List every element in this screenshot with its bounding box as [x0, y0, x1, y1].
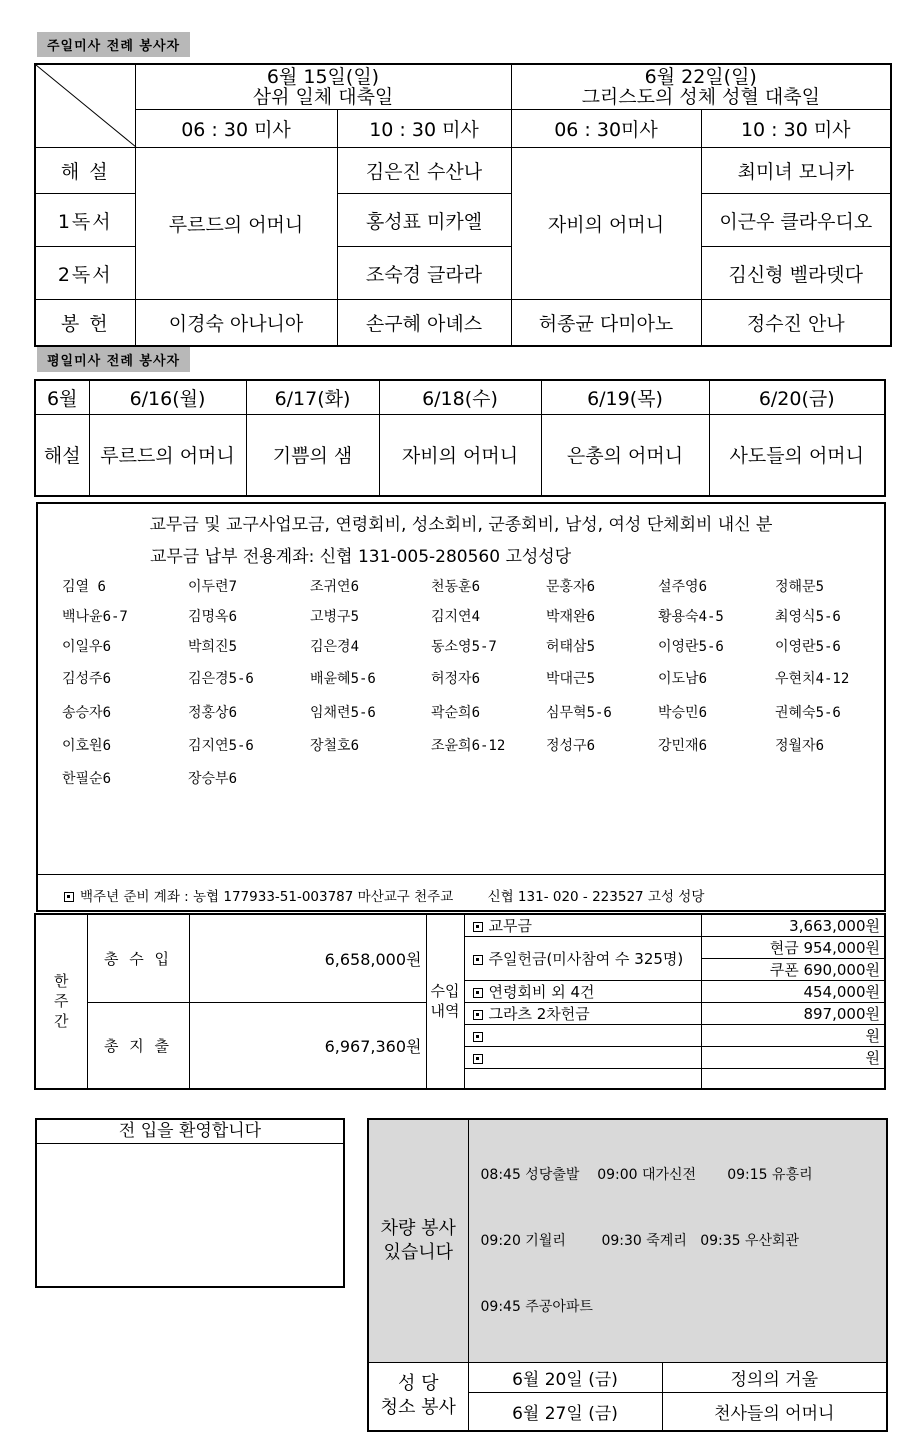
weekday-group: 루르드의 어머니: [89, 414, 246, 496]
offering-name: 이경숙 아나니아: [135, 300, 337, 346]
detail-label: 수입 내역: [426, 914, 464, 1089]
square-bullet-icon: [473, 1032, 483, 1042]
income-amount: 897,000원: [701, 1003, 885, 1025]
role-label: 2독서: [35, 247, 135, 300]
donor-name: 김지연5-6: [188, 738, 254, 754]
donations-account: 교무금 납부 전용계좌: 신협 131-005-280560 고성성당: [150, 547, 572, 567]
period-label: 한 주 간: [35, 914, 87, 1089]
expense-label: 총 지 출: [87, 1003, 189, 1089]
reader-name: 김신형 벨라뎃다: [701, 247, 891, 300]
income-amount: 454,000원: [701, 981, 885, 1003]
weekday-date: 6/18(수): [379, 380, 541, 414]
sunday-date-2: 6월 22일(일): [644, 66, 757, 89]
donor-name: 동소영5-7: [431, 639, 497, 655]
reader-name: 홍성표 미카엘: [337, 194, 511, 247]
donor-name: 정해문5: [775, 579, 825, 595]
mass-time: 06 : 30미사: [511, 110, 701, 148]
donor-name: 김열 6: [62, 579, 106, 595]
cleaning-label: 성 당 청소 봉사: [368, 1363, 468, 1431]
weekday-group: 자비의 어머니: [379, 414, 541, 496]
weekday-section-tag: 평일미사 전례 봉사자: [37, 347, 190, 372]
donor-name: 박재완6: [546, 609, 596, 625]
sunday-header-1: [135, 64, 511, 110]
donor-name: 정월자6: [775, 738, 825, 754]
role-label: 봉 헌: [35, 300, 135, 346]
income-item-name: 교무금: [488, 917, 532, 935]
jubilee-account: [64, 885, 704, 905]
donor-name: 이영란5-6: [775, 639, 841, 655]
empty-cell: [701, 1069, 885, 1089]
income-item: [464, 937, 701, 981]
income-item-name: 주일헌금(미사참여 수 325명): [488, 950, 684, 968]
donor-name: 정성구6: [546, 738, 596, 754]
sunday-group-3: 자비의 어머니: [511, 148, 701, 300]
weekday-role: 해설: [35, 414, 89, 496]
donor-name: 조윤희6-12: [431, 738, 506, 754]
reader-name: 조숙경 글라라: [337, 247, 511, 300]
weekday-group: 은총의 어머니: [541, 414, 709, 496]
income-item-name: 그라츠 2차헌금: [488, 1005, 590, 1023]
weekday-date: 6/19(목): [541, 380, 709, 414]
donor-name: 김지연4: [431, 609, 481, 625]
empty-cell: [464, 1069, 701, 1089]
donor-name: 이도남6: [658, 671, 708, 687]
income-item: [464, 1025, 701, 1047]
square-bullet-icon: [473, 988, 483, 998]
square-bullet-icon: [473, 922, 483, 932]
cleaning-date: 6월 20일 (금): [468, 1363, 662, 1393]
jubilee-account-text: 백주년 준비 계좌 : 농협 177933-51-003787 마산교구 천주교 신협 131- 020 - 223527 고성 성당: [80, 889, 705, 905]
donor-name: 최영식5-6: [775, 609, 841, 625]
weekday-group: 기쁨의 샘: [246, 414, 379, 496]
income-item: [464, 1047, 701, 1069]
donor-name: 이호원6: [62, 738, 112, 754]
mass-time: 06 : 30 미사: [135, 110, 337, 148]
donor-name: 김성주6: [62, 671, 112, 687]
donor-name: 장철호6: [310, 738, 360, 754]
donor-name: 권혜숙5-6: [775, 705, 841, 721]
sunday-feast-2: 그리스도의 성체 성혈 대축일: [581, 86, 820, 109]
income-item: [464, 981, 701, 1003]
income-item: [464, 914, 701, 937]
income-amount: 현금 954,000원: [701, 937, 885, 959]
square-bullet-icon: [473, 955, 483, 965]
welcome-box: [35, 1118, 345, 1288]
donor-name: 백나윤6-7: [62, 609, 128, 625]
diagonal-line: [36, 65, 136, 147]
sunday-date-1: 6월 15일(일): [266, 66, 380, 89]
income-amount: 3,663,000원: [701, 914, 885, 937]
donations-box: [36, 502, 886, 912]
welcome-title: 전 입을 환영합니다: [37, 1120, 343, 1144]
finance-table: [34, 913, 886, 1090]
offering-name: 허종균 다미아노: [511, 300, 701, 346]
reader-name: 이근우 클라우디오: [701, 194, 891, 247]
donor-name: 곽순희6: [431, 705, 481, 721]
donor-name: 김명옥6: [188, 609, 238, 625]
sunday-header-2: [511, 64, 891, 110]
donor-name: 임채련5-6: [310, 705, 376, 721]
income-amount: 원: [701, 1047, 885, 1069]
donor-name: 박대근5: [546, 671, 596, 687]
expense-total: 6,967,360원: [189, 1003, 426, 1089]
donor-name: 강민재6: [658, 738, 708, 754]
shuttle-schedule: [468, 1119, 887, 1363]
mass-time: 10 : 30 미사: [701, 110, 891, 148]
donor-name: 우현치4-12: [775, 671, 850, 687]
weekday-date: 6/20(금): [709, 380, 885, 414]
weekday-group: 사도들의 어머니: [709, 414, 885, 496]
donor-name: 송승자6: [62, 705, 112, 721]
income-amount: 원: [701, 1025, 885, 1047]
offering-name: 정수진 안나: [701, 300, 891, 346]
role-label: 해 설: [35, 148, 135, 194]
income-amount-coupon: 쿠폰 690,000원: [701, 959, 885, 981]
donor-name: 배윤혜5-6: [310, 671, 376, 687]
shuttle-label: 차량 봉사 있습니다: [368, 1119, 468, 1363]
donor-name: 김은경5-6: [188, 671, 254, 687]
shuttle-line: 09:20 기월리 09:30 죽계리 09:35 우산회관: [480, 1233, 800, 1249]
reader-name: 최미녀 모니카: [701, 148, 891, 194]
donor-name: 한필순6: [62, 771, 112, 787]
donor-name: 이두련7: [188, 579, 238, 595]
income-label: 총 수 입: [87, 914, 189, 1003]
sunday-mass-table: [34, 63, 892, 347]
donor-name: 고병구5: [310, 609, 360, 625]
donor-name: 천동훈6: [431, 579, 481, 595]
reader-name: 김은진 수산나: [337, 148, 511, 194]
weekday-mass-table: [34, 379, 886, 497]
donor-name: 황용숙4-5: [658, 609, 724, 625]
weekday-date: 6/17(화): [246, 380, 379, 414]
cleaning-group: 정의의 거울: [662, 1363, 887, 1393]
sunday-feast-1: 삼위 일체 대축일: [252, 86, 394, 109]
donor-name: 장승부6: [188, 771, 238, 787]
divider: [38, 874, 884, 875]
donor-name: 문홍자6: [546, 579, 596, 595]
cleaning-group: 천사들의 어머니: [662, 1393, 887, 1431]
donor-name: 정홍상6: [188, 705, 238, 721]
donor-name: 심무혁5-6: [546, 705, 612, 721]
mass-time: 10 : 30 미사: [337, 110, 511, 148]
shuttle-line: 09:45 주공아파트: [480, 1299, 593, 1315]
sunday-group-1: 루르드의 어머니: [135, 148, 337, 300]
service-table: [367, 1118, 888, 1432]
income-item-name: 연령회비 외 4건: [488, 983, 595, 1001]
weekday-month: 6월: [35, 380, 89, 414]
cleaning-date: 6월 27일 (금): [468, 1393, 662, 1431]
donor-name: 박승민6: [658, 705, 708, 721]
offering-name: 손구혜 아녜스: [337, 300, 511, 346]
donor-name: 설주영6: [658, 579, 708, 595]
income-item: [464, 1003, 701, 1025]
donor-name: 조귀연6: [310, 579, 360, 595]
donations-heading: 교무금 및 교구사업모금, 연령회비, 성소회비, 군종회비, 남성, 여성 단체회비 내신 분: [149, 515, 773, 535]
donor-name: 이영란5-6: [658, 639, 724, 655]
donor-name: 박희진5: [188, 639, 238, 655]
diagonal-cell: [35, 64, 135, 148]
square-bullet-icon: [64, 892, 74, 902]
square-bullet-icon: [473, 1010, 483, 1020]
shuttle-line: 08:45 성당출발 09:00 대가신전 09:15 유흥리: [480, 1167, 813, 1183]
donor-name: 허태삼5: [546, 639, 596, 655]
donor-name: 김은경4: [310, 639, 360, 655]
donor-name: 허정자6: [431, 671, 481, 687]
role-label: 1독서: [35, 194, 135, 247]
income-total: 6,658,000원: [189, 914, 426, 1003]
weekday-date: 6/16(월): [89, 380, 246, 414]
square-bullet-icon: [473, 1054, 483, 1064]
sunday-section-tag: 주일미사 전례 봉사자: [37, 32, 190, 57]
donor-name: 이일우6: [62, 639, 112, 655]
